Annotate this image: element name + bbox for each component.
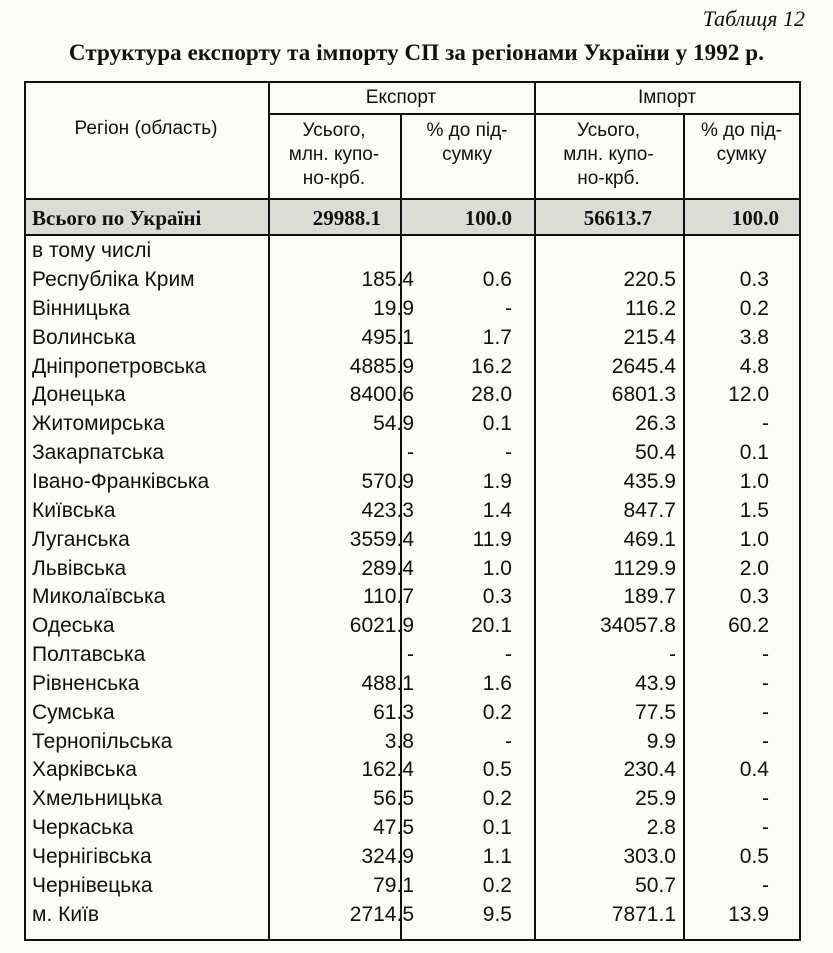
- export-percent-value: 1.7: [482, 325, 512, 349]
- region-name: Черкаська: [32, 816, 134, 840]
- import-total-value: 43.9: [635, 671, 676, 695]
- import-percent-value: 3.8: [739, 325, 769, 349]
- import-percent-value: 0.2: [739, 296, 769, 320]
- export-total-value: 19.9: [373, 296, 414, 320]
- table-row: [24, 699, 801, 728]
- import-total-value: 26.3: [635, 412, 676, 436]
- table-row: [24, 555, 801, 584]
- import-percent-value: 60.2: [728, 614, 769, 638]
- export-total-value: 570.9: [361, 469, 414, 493]
- import-total-value: 2645.4: [611, 354, 676, 378]
- header-export-pct: % до під- сумку: [426, 120, 508, 165]
- import-total-value: 469.1: [623, 527, 676, 551]
- export-percent-value: 0.2: [482, 787, 512, 811]
- table-row: [24, 583, 801, 612]
- region-name: Луганська: [32, 527, 130, 551]
- export-percent-value: 1.0: [482, 556, 512, 580]
- export-total-value: 2714.5: [349, 902, 414, 926]
- export-percent-value: 0.3: [482, 585, 512, 609]
- export-percent-value: -: [505, 643, 512, 667]
- header-region: Регіон (область): [74, 118, 218, 139]
- import-total-value: 435.9: [623, 469, 676, 493]
- export-total-value: 423.3: [361, 498, 414, 522]
- table-row: [24, 295, 801, 324]
- export-total-value: 110.7: [363, 585, 414, 609]
- export-percent-value: 1.4: [482, 498, 512, 522]
- export-total-value: 4885.9: [349, 354, 414, 378]
- import-total-value: 189.7: [623, 585, 676, 609]
- import-percent-value: 12.0: [728, 383, 769, 407]
- import-percent-value: -: [762, 643, 769, 667]
- import-percent-value: -: [762, 671, 769, 695]
- region-name: Миколаївська: [32, 585, 166, 609]
- subheading-text: в тому числі: [32, 239, 152, 262]
- total-row-label: Всього по Україні: [32, 206, 202, 230]
- import-percent-value: 2.0: [739, 556, 769, 580]
- import-percent-value: 0.3: [739, 585, 769, 609]
- region-name: Вінницька: [32, 296, 130, 320]
- export-percent-value: 0.6: [482, 268, 512, 291]
- table-number-label: Таблиця 12: [702, 6, 805, 31]
- export-total-value: -: [407, 643, 414, 667]
- export-percent-value: 1.1: [482, 845, 512, 868]
- table-row: [24, 266, 801, 295]
- export-percent-value: -: [505, 296, 512, 320]
- import-total-value: -: [669, 643, 676, 667]
- region-name: Чернігівська: [32, 845, 152, 868]
- table-row: [24, 526, 801, 555]
- import-total-value: 77.5: [635, 700, 676, 724]
- table-row: [24, 439, 801, 468]
- import-total-value: 50.7: [635, 873, 676, 897]
- export-total-value: 47.5: [373, 816, 414, 840]
- export-total-value: 6021.9: [349, 614, 414, 638]
- import-total-value: 9.9: [646, 729, 676, 753]
- table-row: [24, 612, 801, 641]
- table-row: [24, 872, 801, 901]
- import-percent-value: 4.8: [739, 354, 769, 378]
- region-name: Республіка Крим: [32, 268, 195, 291]
- export-total-value: 289.4: [361, 556, 414, 580]
- export-total-value: 8400.6: [349, 383, 414, 407]
- export-total-value: 56.5: [373, 787, 414, 811]
- export-total-value: 3559.4: [349, 527, 414, 551]
- import-percent-value: 0.1: [739, 441, 769, 465]
- table-row: [24, 843, 801, 872]
- export-total-value: -: [407, 441, 414, 465]
- total-import-value: 56613.7: [583, 206, 652, 230]
- import-total-value: 50.4: [635, 441, 676, 465]
- table-row: [24, 497, 801, 526]
- region-name: Львівська: [32, 556, 127, 580]
- import-total-value: 7871.1: [611, 902, 676, 926]
- export-total-value: 488.1: [361, 671, 414, 695]
- import-total-value: 230.4: [623, 758, 676, 782]
- region-name: Дніпропетровська: [32, 354, 207, 378]
- import-total-value: 6801.3: [611, 383, 676, 407]
- table-row: [24, 756, 801, 785]
- export-total-value: 61.3: [373, 700, 414, 724]
- table-row: [24, 670, 801, 699]
- import-percent-value: -: [762, 816, 769, 840]
- export-total-value: 3.8: [384, 729, 414, 753]
- export-percent-value: -: [505, 729, 512, 753]
- header-import: Імпорт: [637, 87, 697, 108]
- export-percent-value: 0.2: [482, 873, 512, 897]
- table-row: [24, 641, 801, 670]
- region-name: Хмельницька: [32, 787, 163, 811]
- export-percent-value: 20.1: [471, 614, 512, 638]
- region-name: Київська: [32, 498, 116, 522]
- export-total-value: 324.9: [361, 845, 414, 868]
- import-total-value: 847.7: [623, 498, 676, 522]
- import-total-value: 2.8: [646, 816, 676, 840]
- header-export: Експорт: [365, 87, 437, 108]
- import-percent-value: -: [762, 700, 769, 724]
- table-row: [24, 410, 801, 439]
- region-name: Тернопільська: [32, 729, 173, 753]
- export-percent-value: 0.2: [482, 700, 512, 724]
- import-total-value: 25.9: [635, 787, 676, 811]
- export-total-value: 185.4: [361, 268, 414, 291]
- total-export-value: 29988.1: [312, 206, 381, 230]
- total-import-pct: 100.0: [731, 206, 779, 230]
- table-row: [24, 785, 801, 814]
- import-percent-value: 1.0: [739, 527, 769, 551]
- table-row: [24, 324, 801, 353]
- region-name: Донецька: [32, 383, 126, 407]
- export-total-value: 495.1: [361, 325, 414, 349]
- header-import-total: Усього, млн. купо- но-крб.: [563, 120, 654, 189]
- import-percent-value: 1.5: [739, 498, 769, 522]
- export-total-value: 54.9: [373, 412, 414, 436]
- export-percent-value: -: [505, 441, 512, 465]
- subheading-row: [24, 237, 801, 266]
- region-name: Харківська: [32, 758, 137, 782]
- region-name: Волинська: [32, 325, 136, 349]
- export-total-value: 162.4: [361, 758, 414, 782]
- import-percent-value: 0.3: [739, 268, 769, 291]
- export-percent-value: 1.6: [482, 671, 512, 695]
- export-percent-value: 0.1: [482, 412, 512, 436]
- region-name: Чернівецька: [32, 873, 153, 897]
- import-total-value: 303.0: [623, 845, 676, 868]
- import-total-value: 1129.9: [613, 556, 676, 580]
- import-percent-value: 1.0: [739, 469, 769, 493]
- export-percent-value: 28.0: [471, 383, 512, 407]
- export-percent-value: 1.9: [482, 469, 512, 493]
- table-row: [24, 901, 801, 930]
- import-total-value: 34057.8: [600, 614, 676, 638]
- import-total-value: 215.4: [623, 325, 676, 349]
- table-row: [24, 468, 801, 497]
- table-title: Структура експорту та імпорту СП за регіонами України у 1992 р.: [68, 40, 765, 65]
- region-name: Сумська: [32, 700, 115, 724]
- export-percent-value: 16.2: [471, 354, 512, 378]
- table-row: [24, 381, 801, 410]
- region-name: Одеська: [32, 614, 115, 638]
- import-percent-value: -: [762, 729, 769, 753]
- import-percent-value: 0.4: [739, 758, 769, 782]
- table-row: [24, 728, 801, 757]
- header-export-total: Усього, млн. купо- но-крб.: [288, 120, 380, 189]
- export-percent-value: 11.9: [472, 527, 512, 551]
- region-name: Закарпатська: [32, 441, 165, 465]
- export-percent-value: 0.1: [482, 816, 512, 840]
- table-row: [24, 353, 801, 382]
- region-name: м. Київ: [32, 902, 100, 926]
- header-import-pct: % до під- сумку: [700, 120, 783, 165]
- import-percent-value: -: [762, 412, 769, 436]
- import-total-value: 116.2: [625, 296, 676, 320]
- import-total-value: 220.5: [623, 268, 676, 291]
- region-name: Полтавська: [32, 643, 146, 667]
- import-percent-value: 13.9: [728, 902, 769, 926]
- export-percent-value: 0.5: [482, 758, 512, 782]
- export-total-value: 79.1: [373, 873, 414, 897]
- table-row: [24, 814, 801, 843]
- region-name: Рівненська: [32, 671, 140, 695]
- region-name: Житомирська: [32, 412, 165, 436]
- region-name: Івано-Франківська: [32, 469, 210, 493]
- export-percent-value: 9.5: [482, 902, 512, 926]
- table-top-border: [24, 81, 801, 83]
- import-percent-value: -: [762, 873, 769, 897]
- import-percent-value: -: [762, 787, 769, 811]
- total-export-pct: 100.0: [464, 206, 512, 230]
- import-percent-value: 0.5: [739, 845, 769, 868]
- data-table: [24, 81, 801, 941]
